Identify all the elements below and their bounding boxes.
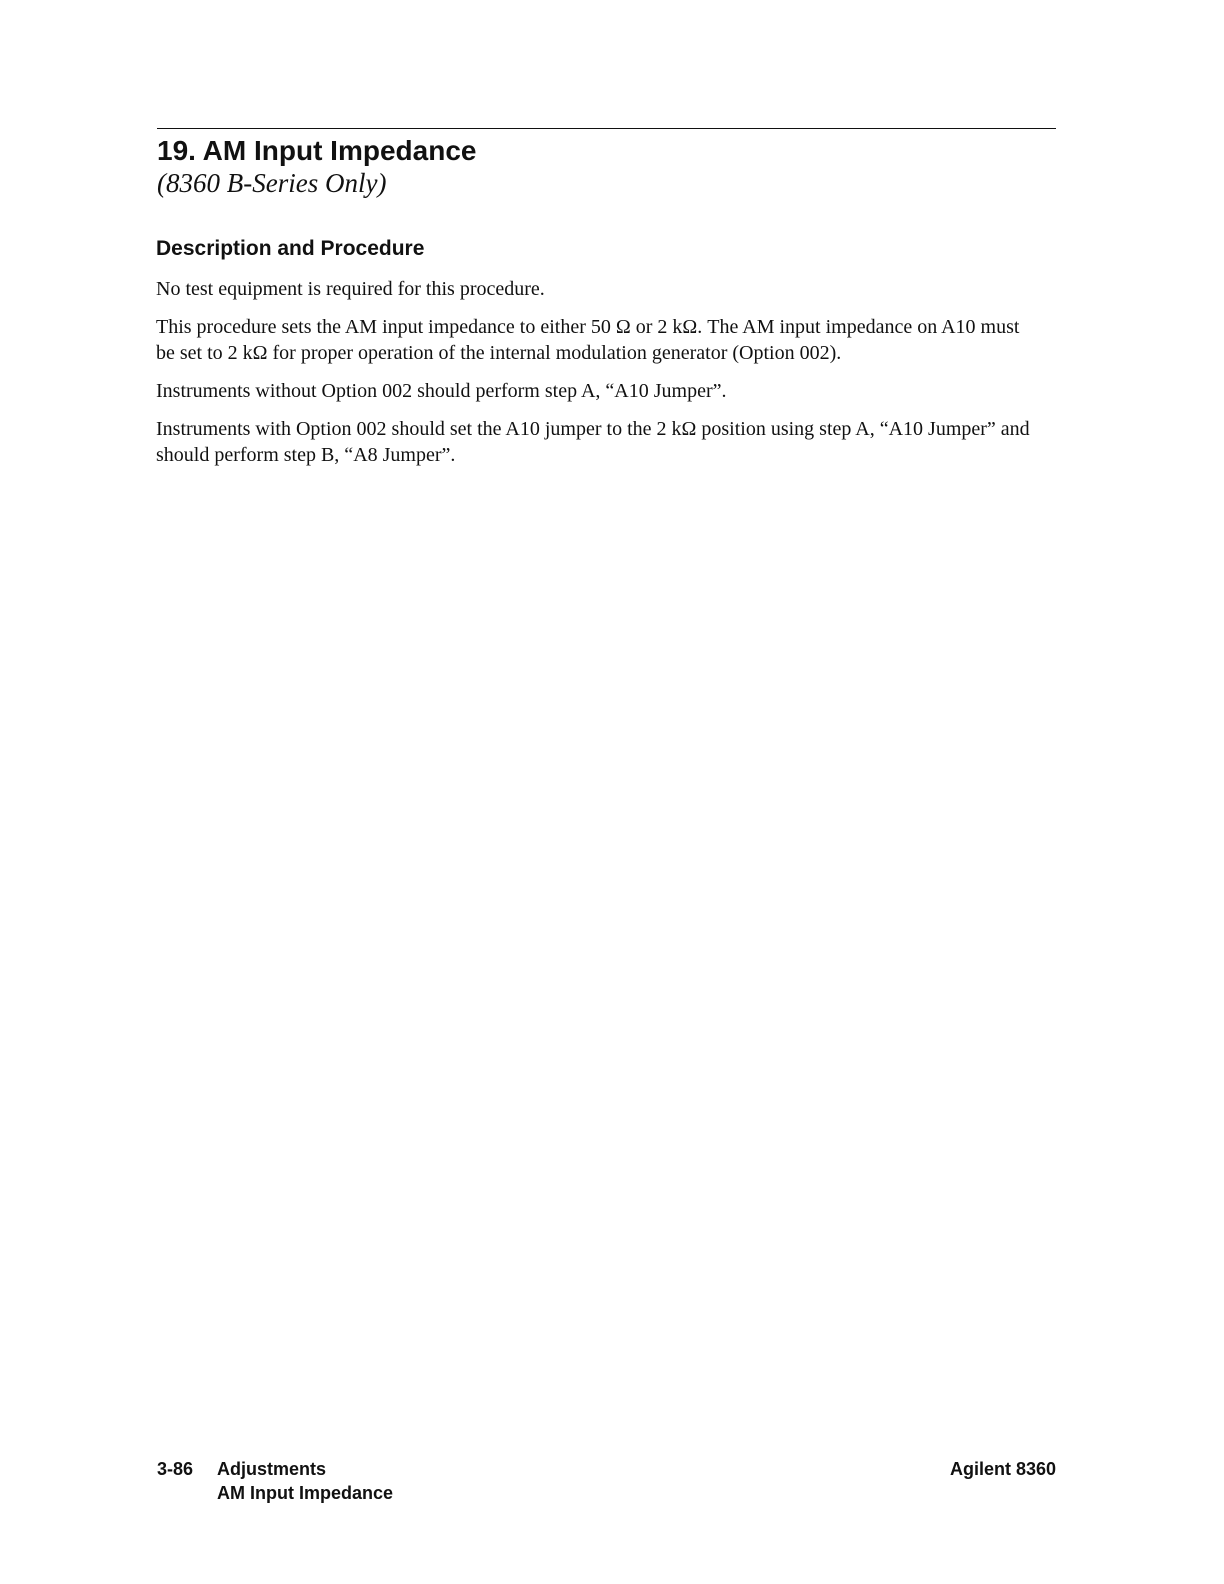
footer-topic: AM Input Impedance xyxy=(217,1483,394,1503)
footer-product: Agilent 8360 xyxy=(949,1459,1056,1479)
section-heading: Description and Procedure xyxy=(156,237,425,260)
paragraph-without-option: Instruments without Option 002 should perform step A, “A10 Jumper”. xyxy=(156,380,727,402)
page-title: 19. AM Input Impedance xyxy=(157,135,477,166)
paragraph-with-option: Instruments with Option 002 should set the A10 jumper to the 2 kΩ position using step A, “A10 Jumper” and should perform step B, “A8 Jumper”. xyxy=(156,418,1030,466)
footer-left xyxy=(157,1457,393,1505)
header-rule xyxy=(157,128,1056,129)
paragraph-no-equipment: No test equipment is required for this procedure. xyxy=(156,278,545,300)
paragraph-impedance-setting: This procedure sets the AM input impedance to either 50 Ω or 2 kΩ. The AM input impedance on A10 must be set to 2 kΩ for proper operation of the internal modulation generator (Option 002). xyxy=(156,316,1020,364)
section-body xyxy=(156,276,1036,480)
footer-page-number: 3-86 xyxy=(157,1459,194,1479)
footer-chapter: Adjustments xyxy=(217,1459,327,1479)
page-subtitle: (8360 B-Series Only) xyxy=(157,168,387,198)
